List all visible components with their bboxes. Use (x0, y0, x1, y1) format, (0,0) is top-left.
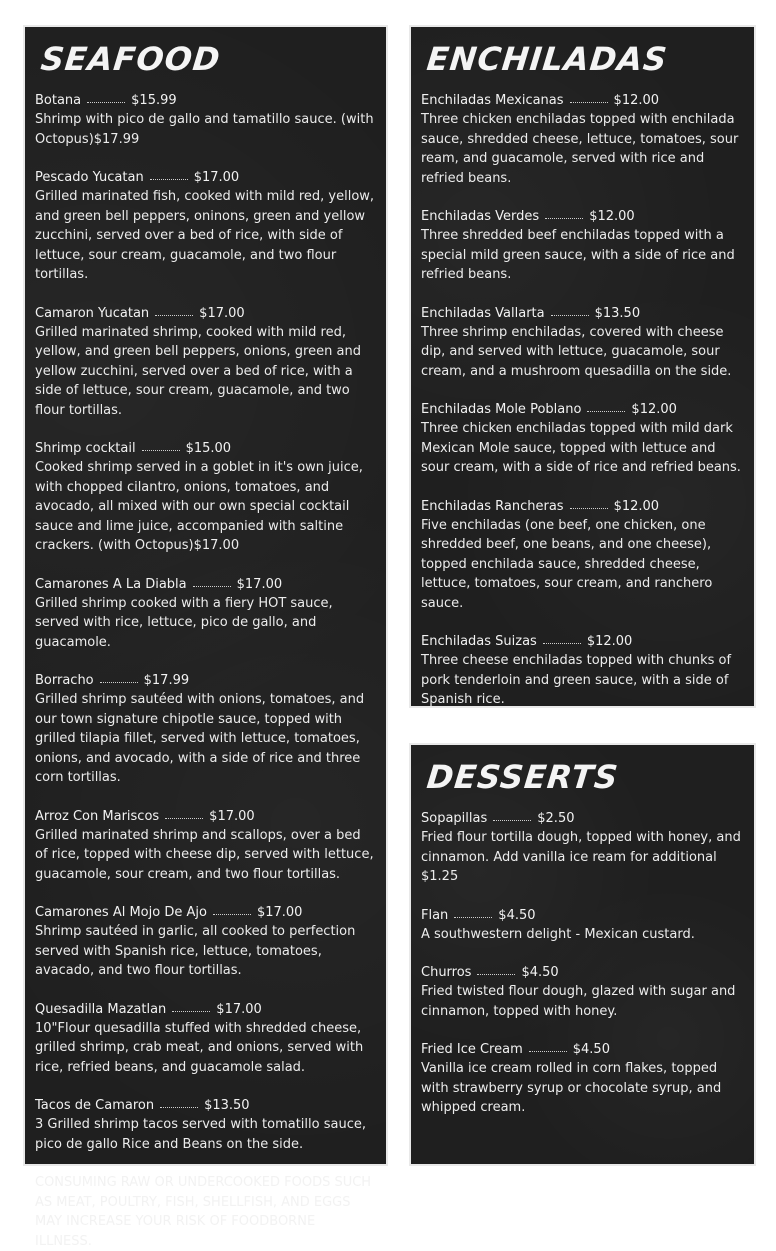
item-description: Grilled marinated shrimp, cooked with mild red, yellow, and green bell peppers, onions, green and yellow zucchini, served over a bed of rice, with a side of lettuce, sour cream, guacamole, and two flour tortillas. (35, 324, 361, 418)
dot-leader (165, 814, 203, 819)
item-description: Cooked shrimp served in a goblet in it's own juice, with chopped cilantro, onions, tomatoes, and avocado, all mixed with our own special cocktail sauce and lime juice, accompanied with saltine crackers. (with Octopus)$17.00 (35, 460, 363, 553)
menu-item (421, 304, 744, 382)
item-price: $4.50 (572, 1042, 610, 1057)
item-price: $17.00 (209, 808, 255, 824)
item-description: Fried flour tortilla dough, topped with honey, and cinnamon. Add vanilla ice ream for additional $1.25 (421, 830, 741, 884)
item-name: Shrimp cocktail (35, 441, 136, 456)
dot-leader (551, 311, 589, 316)
item-price: $12.00 (613, 93, 660, 108)
dot-leader (87, 98, 125, 103)
item-price: $15.00 (185, 441, 232, 456)
item-price: $17.00 (236, 576, 283, 592)
item-price: $4.50 (521, 965, 559, 980)
item-price: $13.50 (204, 1098, 250, 1113)
dot-leader (213, 910, 251, 915)
item-price: $17.00 (216, 1001, 262, 1017)
dot-leader (172, 1007, 210, 1012)
menu-item (421, 632, 744, 710)
desserts-title: DESSERTS (425, 758, 621, 796)
dot-leader (587, 407, 625, 412)
item-price: $12.00 (586, 634, 633, 649)
menu-item (35, 168, 376, 285)
item-name: Botana (35, 93, 82, 108)
item-name: Pescado Yucatan (35, 170, 144, 185)
item-name: Quesadilla Mazatlan (35, 1001, 167, 1017)
menu-item (35, 903, 376, 981)
item-description: Three chicken enchiladas topped with enchilada sauce, shredded cheese, lettuce, tomatoes, sour ream, and guacamole, served with rice and refried beans. (421, 112, 739, 186)
menu-item (421, 1040, 744, 1118)
item-price: $12.00 (631, 402, 677, 417)
seafood-title: SEAFOOD (39, 40, 223, 78)
item-price: $15.99 (131, 93, 177, 108)
food-safety-notice: CONSUMING RAW OR UNDERCOOKED FOODS SUCH AS MEAT, POULTRY, FISH, SHELLFISH, AND EGGS MAY INCREASE YOUR RISK OF FOODBORNE ILLNESS. (35, 1175, 372, 1249)
item-description: Fried twisted flour dough, glazed with sugar and cinnamon, topped with honey. (421, 984, 736, 1019)
item-price: $4.50 (498, 907, 536, 923)
item-description: Five enchiladas (one beef, one chicken, one shredded beef, one beans, and one cheese), topped enchilada sauce, shredded cheese, lettuce, tomatoes, sour cream, and ranchero sauce. (421, 517, 713, 611)
item-price: $12.00 (589, 209, 635, 224)
item-name: Enchiladas Mole Poblano (421, 402, 582, 417)
desserts-panel (409, 743, 756, 1166)
item-name: Churros (421, 965, 472, 980)
menu-item (421, 809, 744, 887)
dot-leader (160, 1103, 198, 1108)
item-description: Shrimp sautéed in garlic, all cooked to perfection served with Spanish rice, lettuce, tomatoes, avacado, and two flour tortillas. (35, 924, 356, 978)
dot-leader (155, 311, 193, 316)
item-name: Sopapillas (421, 811, 488, 826)
item-description: Grilled marinated fish, cooked with mild red, yellow, and green bell peppers, oninons, green and yellow zucchini, served over a bed of rice, with side of lettuce, sour cream, guacamole, and two flour tortillas. (35, 189, 375, 282)
item-description: 10"Flour quesadilla stuffed with shredded cheese, grilled shrimp, crab meat, and onions, served with rice, refried beans, and guacamole salad. (35, 1020, 364, 1075)
menu-item (35, 439, 376, 556)
dot-leader (545, 214, 583, 219)
dot-leader (150, 175, 188, 180)
menu-item (35, 91, 376, 149)
item-description: Three shrimp enchiladas, covered with cheese dip, and served with lettuce, guacamole, sour cream, and a mushroom quesadilla on the side. (421, 324, 732, 379)
menu-item (421, 91, 744, 188)
item-price: $17.00 (199, 305, 245, 321)
item-name: Fried Ice Cream (421, 1042, 523, 1057)
item-description: Vanilla ice cream rolled in corn flakes, topped with strawberry syrup or chocolate syrup, and whipped cream. (421, 1061, 722, 1115)
dot-leader (477, 970, 515, 975)
menu-item (35, 304, 376, 421)
item-name: Flan (421, 907, 449, 923)
enchiladas-panel (409, 25, 756, 708)
dot-leader (570, 504, 608, 509)
dot-leader (142, 446, 180, 451)
dot-leader (193, 582, 231, 587)
item-price: $17.00 (193, 170, 240, 185)
item-price: $2.50 (537, 811, 575, 826)
item-price: $13.50 (594, 305, 641, 321)
dot-leader (529, 1047, 567, 1052)
dot-leader (543, 639, 581, 644)
item-name: Camarones A La Diabla (35, 576, 187, 592)
item-price: $17.99 (143, 673, 190, 688)
item-name: Enchiladas Vallarta (421, 305, 545, 321)
item-description: Three cheese enchiladas topped with chunks of pork tenderloin and green sauce, with a side of Spanish rice. (421, 653, 732, 707)
menu-item (35, 1000, 376, 1078)
menu-item (421, 497, 744, 614)
item-price: $12.00 (613, 498, 660, 514)
menu-item (35, 575, 376, 653)
dot-leader (493, 816, 531, 821)
item-description: A southwestern delight - Mexican custard. (421, 926, 695, 942)
item-name: Enchiladas Verdes (421, 209, 540, 224)
enchiladas-title: ENCHILADAS (425, 40, 670, 78)
menu-item (421, 963, 744, 1021)
menu-item (421, 400, 744, 478)
menu-item (35, 671, 376, 788)
item-name: Tacos de Camaron (35, 1098, 155, 1113)
item-description: Three chicken enchiladas topped with mild dark Mexican Mole sauce, topped with lettuce and sour cream, with a side of rice and refried beans. (421, 421, 741, 475)
item-description: Three shredded beef enchiladas topped with a special mild green sauce, with a side of rice and refried beans. (421, 228, 735, 282)
item-price: $17.00 (256, 905, 303, 920)
item-name: Enchiladas Mexicanas (421, 93, 564, 108)
item-description: Shrimp with pico de gallo and tamatillo sauce. (with Octopus)$17.99 (35, 112, 374, 147)
item-description: 3 Grilled shrimp tacos served with tomatillo sauce, pico de gallo Rice and Beans on the side. (35, 1117, 366, 1152)
item-name: Camarones Al Mojo De Ajo (35, 905, 207, 920)
menu-item (421, 906, 744, 945)
item-description: Grilled marinated shrimp and scallops, over a bed of rice, topped with cheese dip, served with lettuce, guacamole, sour cream, and two flour tortillas. (35, 827, 374, 882)
item-name: Borracho (35, 673, 94, 688)
item-name: Camaron Yucatan (35, 305, 150, 321)
menu-item (35, 807, 376, 885)
dot-leader (454, 913, 492, 918)
item-description: Grilled shrimp sautéed with onions, tomatoes, and our town signature chipotle sauce, topped with grilled tilapia fillet, served with lettuce, tomatoes, onions, and avocado, with a side of rice and three corn tortillas. (35, 692, 365, 785)
item-name: Enchiladas Rancheras (421, 498, 564, 514)
item-name: Enchiladas Suizas (421, 634, 537, 649)
dot-leader (570, 98, 608, 103)
item-description: Grilled shrimp cooked with a fiery HOT sauce, served with rice, lettuce, pico de gallo, and guacamole. (35, 595, 333, 650)
seafood-panel (23, 25, 388, 1249)
menu-item (421, 207, 744, 285)
dot-leader (100, 678, 138, 683)
menu-item (35, 1096, 376, 1154)
item-name: Arroz Con Mariscos (35, 808, 160, 824)
